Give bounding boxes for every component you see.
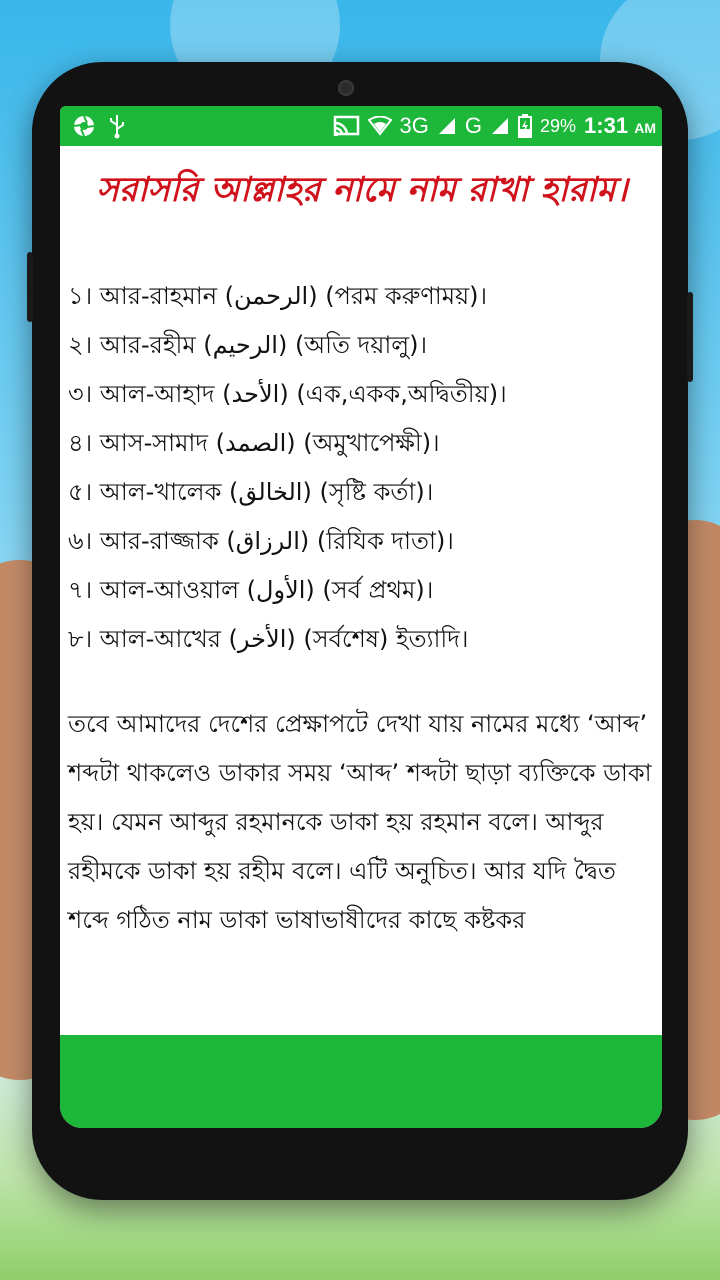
list-item: ৮। আল-আখের (الأخر) (সর্বশেষ) ইত্যাদি। — [68, 625, 469, 653]
list-item: ১। আর-রাহমান (الرحمن) (পরম করুণাময়)। — [68, 282, 488, 310]
network-type-primary: 3G — [399, 113, 429, 138]
front-camera — [338, 80, 354, 96]
list-item: ৩। আল-আহাদ (الأحد) (এক,একক,অদ্বিতীয়)। — [68, 380, 507, 408]
battery-icon — [518, 114, 532, 138]
volume-button — [27, 252, 33, 322]
clock: 1:31 — [584, 113, 629, 138]
signal-icon — [437, 116, 457, 136]
status-bar — [60, 106, 662, 146]
clock-ampm: AM — [634, 120, 656, 136]
bottom-ad-banner[interactable] — [60, 1035, 662, 1128]
battery-percent: 29% — [540, 115, 577, 136]
list-item: ২। আর-রহীম (الرحيم) (অতি দয়ালু)। — [68, 331, 428, 359]
list-item: ৭। আল-আওয়াল (الأول) (সর্ব প্রথম)। — [68, 576, 434, 604]
cast-icon — [332, 115, 360, 137]
article-paragraph: তবে আমাদের দেশের প্রেক্ষাপটে দেখা যায় নামের মধ্যে ‘আব্দ’ শব্দটা থাকলেও ডাকার সময় ‘আব্দ’ শব্দটা ছাড়া ব্যক্তিকে ডাকা হয়। যেমন আব্দুর রহমানকে ডাকা হয় রহমান বলে। আব্দুর রহীমকে ডাকা হয় রহীম বলে। এটি অনুচিত। আর যদি দ্বৈত শব্দে গঠিত নাম ডাকা ভাষাভাষীদের কাছে কষ্টকর — [68, 710, 652, 934]
names-list — [68, 272, 656, 664]
wifi-icon — [368, 116, 392, 136]
power-button — [687, 292, 693, 382]
list-item: ৬। আর-রাজ্জাক (الرزاق) (রিযিক দাতা)। — [68, 527, 454, 555]
shutter-icon — [72, 114, 96, 138]
article-title: সরাসরি আল্লাহর নামে নাম রাখা হারাম। — [96, 170, 628, 210]
usb-icon — [108, 113, 126, 139]
network-type-secondary: G — [464, 113, 483, 138]
list-item: ৪। আস-সামাদ (الصمد) (অমুখাপেক্ষী)। — [68, 429, 440, 457]
app-screen — [60, 106, 662, 1128]
article-content — [60, 146, 662, 945]
phone-frame — [32, 62, 688, 1200]
signal-icon — [490, 116, 510, 136]
list-item: ৫। আল-খালেক (الخالق) (সৃষ্টি কর্তা)। — [68, 478, 434, 506]
